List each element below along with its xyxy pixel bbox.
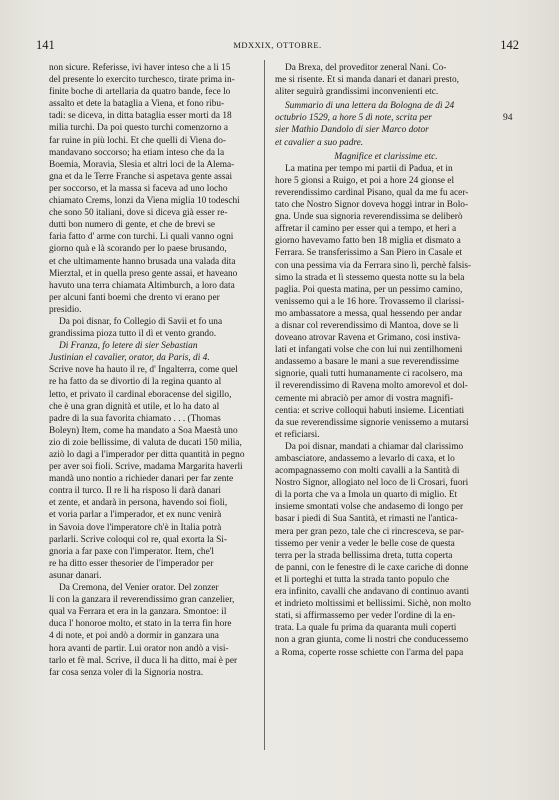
text-line: signorie, quali tutti humanamente ci racolsero, ma: [275, 369, 463, 380]
text-line: Da Cremona, del Venier orator. Del zonzer: [59, 583, 219, 594]
text-line: far cosa senza voler di la Signoria nostra.: [49, 667, 204, 678]
text-line: doveano atrovar Ravena et Grimano, cosi instiva-: [275, 333, 461, 344]
text-line: per aver soi fioli. Scrive, madama Margarita haverli: [49, 462, 243, 473]
text-line: insieme smontati volse che andasemo di longo per: [275, 502, 464, 513]
salutation: [275, 151, 497, 163]
text-line: trata. La quale fu prima da quaranta muli coperti: [275, 623, 457, 634]
text-line: Mierztal, et in quella preso gente assai, et haveano: [49, 268, 238, 279]
text-line: per alcuni fanti boemi che drento vi erano per: [49, 292, 220, 303]
text-line: presidio.: [49, 304, 82, 315]
text-line: reverendissimo cardinal Pisano, qual da me fu acer-: [275, 187, 469, 198]
text-line: Ferrara. Se transferissimo a San Piero in Casale et: [275, 248, 463, 259]
text-line: tato che Nostro Signor doveva hoggi intrar in Bolo-: [275, 200, 469, 211]
page-number-left: 141: [36, 38, 55, 52]
text-line: mo ambassatore a messa, qual hessendo per andar: [275, 308, 462, 319]
text-line: contra il turco. Il re li ha risposo li darà danari: [49, 486, 222, 497]
text-line: a disnar col reverendissimo di Mantoa, dove se li: [275, 320, 459, 331]
text-line: far ruine in più lochi. Et che quelli di Viena do-: [49, 135, 227, 146]
text-line: lati et infangati volse che con lui nui zentilhomeni: [275, 345, 463, 356]
text-line: et reficiarsi.: [275, 429, 320, 440]
text-line: affretar il camino per esser qui a tempo, et heri a: [275, 224, 457, 235]
running-title: MDXXIX, OTTOBRE.: [233, 40, 322, 50]
text-line: gnoria a far paxe con l'imperator. Item, che'l: [49, 546, 214, 557]
text-line: de panni, con le fenestre di le caxe cariche di donne: [275, 562, 469, 573]
text-line: venissemo qui a le 16 hore. Trovassemo il clarissi-: [275, 296, 465, 307]
text-line: giorno quà e là scorando per lo paese brusando,: [49, 244, 227, 255]
text-line: zio di zoie bellissime, di valuta de ducati 150 milia,: [49, 437, 242, 448]
text-line: et zente, et andarà in persona, havendo soi fioli,: [49, 498, 228, 509]
text-line: cemente mi abraciò per amor di vostra magnifi-: [275, 393, 454, 404]
text-line: Nostro Signor, allogiato nel loco de li Crosari, fuori: [275, 478, 469, 489]
text-line: non sicure. Referisse, ivi haver inteso che a li 15: [49, 63, 231, 73]
text-line: mandà uno nontio a richieder danari per far zente: [49, 474, 234, 485]
page-header: [36, 38, 519, 54]
text-line: 4 di note, et poi andò a dormir in ganzara una: [49, 631, 219, 642]
text-line: La matina per tempo mi partii di Padua, et in: [285, 163, 453, 174]
text-line: assalto et dete la bataglia a Viena, et fono ribu-: [49, 99, 225, 110]
text-line: dutti bon numero di gente, et che de brevi se: [49, 220, 216, 231]
text-line: milia turchi. Da poi questo turchi comenzorno a: [49, 123, 229, 134]
text-line: non a gran giunta, come li nostri che conducessemo: [275, 635, 469, 646]
text-line: aliter seguirà grandissimi inconvenienti etc.: [275, 87, 439, 98]
text-line: stati, si affirmassemo per veder l'ordine di la en-: [275, 611, 456, 622]
text-line: gna et da le Terre Franche si aspetava gente assai: [49, 171, 233, 182]
paragraph: [275, 441, 497, 659]
text-line: et che ultimamente hanno brusada una valada dita: [49, 256, 236, 267]
text-line: faria fatto d' arme con turchi. Li quali vanno ogni: [49, 232, 234, 243]
text-line: di la porta che va a Imola un quarto di miglio. Et: [275, 490, 458, 501]
left-column: [49, 62, 271, 679]
text-line: et voria parlar a l'imperador, et ex nunc venirà: [49, 510, 222, 521]
text-line: del presente lo exercito turchesco, tirate prima in-: [49, 75, 235, 86]
text-line: re ha fatto da se divortio di la regina quanto al: [49, 377, 222, 388]
text-line: duca l' honoroe molto, et stato in la terra fin hore: [49, 619, 232, 630]
text-line: li con la ganzara il reverendissimo gran canzelier,: [49, 595, 235, 606]
text-line: tadi: se diceva, in ditta bataglia esser morti da 18: [49, 111, 232, 122]
text-line: hora avanti de partir. Lui orator non andò a visi-: [49, 643, 229, 654]
text-line: simo la strada et lì stessemo questa notte su la bela: [275, 272, 465, 283]
text-line: in Savoia dove l'imperatore ch'è in Italia potrà: [49, 522, 222, 533]
heading-line: sier Mathio Dandolo di sier Marco dotor: [275, 125, 429, 136]
text-line: il reverendissimo di Ravena molto amorevol et dol-: [275, 381, 468, 392]
text-line: aziò lo dagi a l'imperador per ditta quantità in pegno: [49, 450, 245, 460]
text-line: hore 5 gionsi a Ruigo, et poi a hore 24 gionse el: [275, 175, 455, 186]
text-line: ambasciatore, andassemo a levarlo di caxa, et lo: [275, 454, 455, 464]
text-line: chiamato Crems, lonzi da Viena miglia 10 todeschi: [49, 196, 240, 207]
paragraph: [275, 62, 497, 98]
margin-number: 94: [503, 113, 513, 123]
text-line: a Roma, coperte rosse schiette con l'arma del papa: [275, 647, 464, 658]
text-line: paglia. Poi questa matina, per un pessimo camino,: [275, 284, 463, 295]
text-line: padre di la sua favorita chiamato . . . (Thomas: [49, 413, 221, 424]
text-line: mandavano soccorso; ha etiam inteso che da la: [49, 147, 225, 158]
text-line: me si risente. Et si manda danari et danari presto,: [275, 75, 459, 86]
paragraph: [275, 163, 497, 441]
heading-line: Summario di una lettera da Bologna de dì 24: [285, 101, 455, 112]
right-column: [275, 62, 497, 659]
letter-heading: Justinian el cavalier, orator, da Paris, di 4.: [49, 353, 210, 364]
text-line: centia: et scrive colloqui habuti insieme. Licentiati: [275, 405, 465, 416]
text-line: Scrive nove ha hauto il re, d' Ingalterra, come quel: [49, 365, 238, 376]
text-line: Da poi disnar, mandati a chiamar dal clarissimo: [285, 441, 464, 452]
text-line: Boemia, Moravia, Slesia et altri loci de la Alema-: [49, 159, 235, 170]
text-line: Da Brexa, del proveditor zeneral Nani. Co-: [285, 63, 447, 73]
text-line: Boleyn) Item, come ha mandato a Soa Maestà uno: [49, 425, 238, 436]
text-line: et indrieto moltissimi et bellissimi. Sichè, non molto: [275, 599, 471, 610]
text-line: havuto una terra chiamata Altimburch, a loro data: [49, 280, 235, 291]
text-line: re ha ditto esser thesorier de l'imperador per: [49, 558, 214, 569]
page-number-right: 142: [500, 38, 519, 52]
text-line: giorno havevamo fatto ben 18 miglia et dismato a: [275, 236, 461, 247]
letter-heading: Di Franza, fo letere di sier Sebastian: [59, 341, 198, 352]
summary-heading: [275, 100, 497, 148]
heading-line: octubrio 1529, a hore 5 dì note, scrita per: [275, 113, 432, 124]
heading-line: et cavalier a suo padre.: [275, 137, 364, 148]
text-line: era infinito, cavalli che andavano di continuo avanti: [275, 587, 470, 598]
text-line: da sue reverendissime signorie venissemo a mutarsi: [275, 417, 469, 428]
text-line: che sono 50 italiani, dove si diceva già esser re-: [49, 208, 228, 219]
text-line: mera per gran pezo, tale che ci rincresceva, se par-: [275, 526, 464, 537]
text-line: qual va Ferrara et era in la ganzara. Smontoe: il: [49, 607, 227, 618]
text-line: che è una gran dignità et utile, et lo ha dato al: [49, 401, 220, 412]
text-line: et li porteghi et tutta la strada tanto populo che: [275, 574, 450, 585]
text-line: per soccorso, et la massa si faceva ad uno locho: [49, 183, 228, 194]
text-line: letto, et privato il cardinal eboracense del sigillo,: [49, 389, 232, 400]
paragraph: [49, 62, 271, 316]
text-line: parlarli. Scrive coloqui col re, qual exorta la Si-: [49, 534, 227, 545]
paragraph: [49, 340, 271, 582]
text-line: asunar danari.: [49, 570, 102, 581]
text-line: con una pessima via da Ferrara sino lì, perchè falsis-: [275, 260, 472, 271]
text-line: gna. Unde sua signoria reverendissima se deliberò: [275, 212, 463, 223]
text-line: tarlo et fè mal. Scrive, il duca li ha ditto, mai è per: [49, 655, 238, 666]
text-line: Da poi disnar, fo Collegio di Savii et fo una: [59, 316, 223, 327]
salutation-line: Magnifice et clarissime etc.: [334, 151, 438, 162]
paragraph: [49, 316, 271, 340]
paragraph: [49, 582, 271, 679]
text-line: tissemo per venir a veder le belle cose de questa: [275, 538, 455, 549]
text-line: acompagnassemo con molti cavalli a la Santità di: [275, 466, 460, 477]
text-line: grandissima pioza tutto il dì et vento grando.: [49, 329, 217, 340]
text-line: andassemo a basare le mani a sue reverendissime: [275, 357, 459, 368]
text-line: terra per la strada bellissima dreta, tutta coperta: [275, 550, 453, 561]
text-line: basar i piedi di Sua Santità, et rimasti ne l'antica-: [275, 514, 458, 525]
text-line: finite boche di artellaria da quatro bande, fece lo: [49, 87, 231, 98]
